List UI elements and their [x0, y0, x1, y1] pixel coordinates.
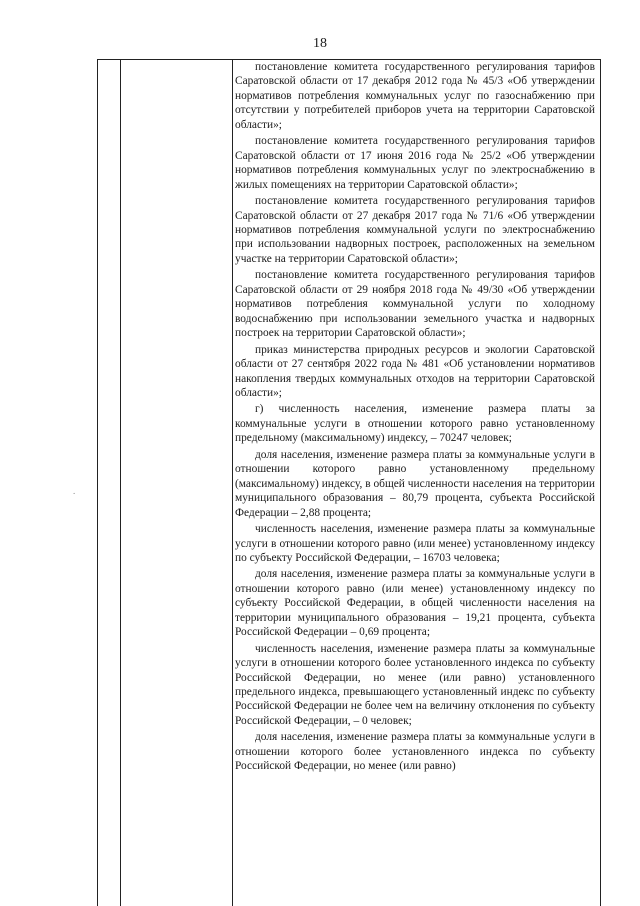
document-table	[97, 59, 601, 906]
paragraph: постановление комитета государственного регулирования тарифов Саратовской области от 27 декабря 2017 года № 71/6 «Об утверждении нормативов потребления коммунальной услуги по электроснабжению при использовании надворных построек, расположенных на земельном участке на территории Саратовской области»;	[235, 195, 595, 265]
page-number: 18	[313, 36, 327, 51]
paragraph: постановление комитета государственного регулирования тарифов Саратовской области от 17 декабря 2012 года № 45/3 «Об утверждении нормативов потребления коммунальных услуг по газоснабжению при отсутствии у потребителей приборов учета на территории Саратовской области»;	[235, 61, 595, 131]
paragraph: численность населения, изменение размера платы за коммунальные услуги в отношении которого равно (или менее) установленному индексу по субъекту Российской Федерации, – 16703 человека;	[235, 523, 595, 564]
paragraph: доля населения, изменение размера платы за коммунальные услуги в отношении которого равно установленному предельному (максимальному) индексу, в общей численности населения на территории муниципального образования – 80,79 процента, субъекта Российской Федерации – 2,88 процента;	[235, 448, 595, 519]
paragraph: приказ министерства природных ресурсов и экологии Саратовской области от 27 сентября 2022 года № 481 «Об установлении нормативов накопления твердых коммунальных отходов на территории Саратовской области»;	[235, 343, 595, 399]
paragraph: численность населения, изменение размера платы за коммунальные услуги в отношении которого более установленного индекса по субъекту Российской Федерации, но менее (или равно) установленного предельного индекса, превышающего установленный индекс по субъекту Российской Федерации не более чем на величину отклонения по субъекту Российской Федерации, – 0 человек;	[235, 642, 595, 727]
column-divider-1	[120, 60, 121, 906]
table-text-cell	[235, 60, 595, 774]
column-divider-2	[232, 60, 233, 906]
paragraph: постановление комитета государственного регулирования тарифов Саратовской области от 17 июня 2016 года № 25/2 «Об утверждении нормативов потребления коммунальных услуг по электроснабжению в жилых помещениях на территории Саратовской области»;	[235, 135, 595, 191]
paragraph: постановление комитета государственного регулирования тарифов Саратовской области от 29 ноября 2018 года № 49/30 «Об утверждении нормативов потребления коммунальной услуги по холодному водоснабжению при использовании земельного участка и надворных построек на территории Саратовской области»;	[235, 269, 595, 340]
stray-mark: .	[73, 486, 76, 496]
paragraph: г) численность населения, изменение размера платы за коммунальные услуги в отношении которого равно установленному предельному (максимальному) индексу, – 70247 человек;	[235, 403, 595, 445]
paragraph: доля населения, изменение размера платы за коммунальные услуги в отношении которого более установленного индекса по субъекту Российской Федерации, но менее (или равно)	[235, 731, 595, 773]
paragraph: доля населения, изменение размера платы за коммунальные услуги в отношении которого равно (или менее) установленному индексу по субъекту Российской Федерации, в общей численности населения на территории муниципального образования – 19,21 процента, субъекта Российской Федерации – 0,69 процента;	[235, 568, 595, 639]
